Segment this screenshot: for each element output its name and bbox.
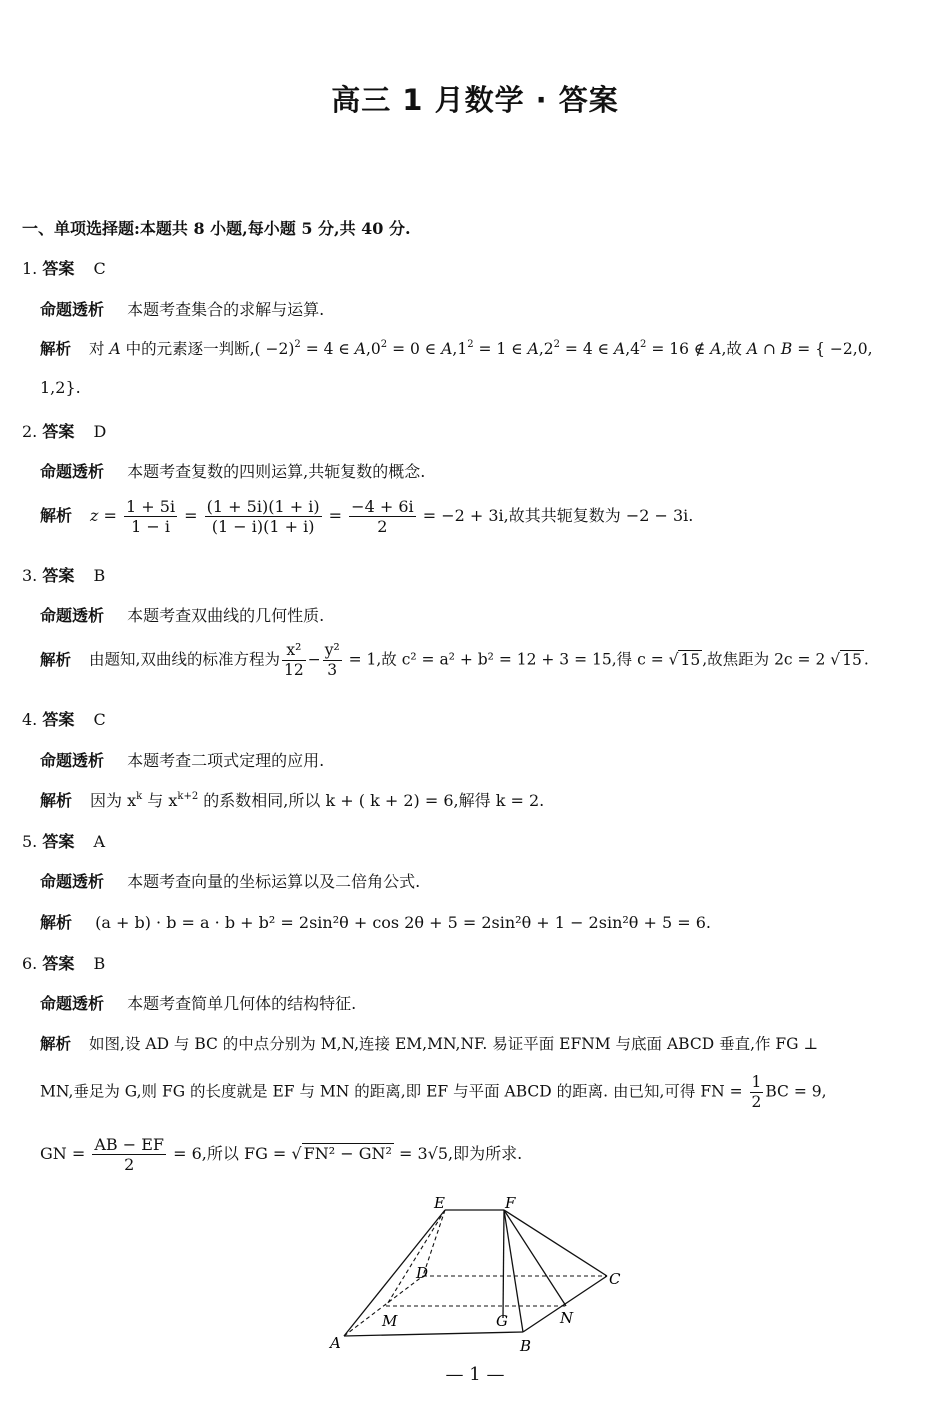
analysis-label: 解析	[40, 340, 72, 358]
q3-answer: B	[93, 566, 106, 585]
q6-answer-line: 6. 答案 B	[22, 954, 106, 973]
q1-purpose-line	[40, 297, 324, 320]
q1-answer-line	[22, 256, 106, 279]
page-title: 高三 1 月数学 · 答案	[331, 83, 619, 117]
q6-analysis-line3: GN = $\frac{AB - EF}{2}$ = 6,所以 FG = √ FN² − GN² = 3√5,即为所求.	[40, 1135, 523, 1174]
q1-answer: C	[93, 259, 106, 278]
q2-analysis-line: 解析 z = $\frac{1 + 5i}{1 - i}$ = $\frac{(1 + 5i)(1 + i)}{(1 - i)(1 + i)}$ = $\frac{-4 + 6i}{2}$ = −2 + 3i,故其共轭复数为 −2 − 3i.	[40, 497, 694, 536]
q5-purpose-line: 命题透析 本题考查向量的坐标运算以及二倍角公式.	[40, 872, 421, 891]
q1-analysis-line: 解析 对 A 中的元素逐一判断,( −2)$^2$ = 4 ∈ $A,0^2 = 0$ ∈ $A,1^2 = 1$ ∈ $A,2^2 = 4$ ∈ $A,4^2 = 16$ ∉ A,故 A ∩ B = { −2,0,	[40, 339, 873, 358]
q6-answer: B	[93, 954, 106, 973]
label-C: C	[609, 1270, 621, 1288]
q2-purpose-line: 命题透析 本题考查复数的四则运算,共轭复数的概念.	[40, 462, 426, 481]
q6-analysis-line2: MN,垂足为 G,则 FG 的长度就是 EF 与 MN 的距离,即 EF 与平面 ABCD 的距离. 由已知,可得 FN = $\frac{1}{2}$ BC = 9,	[40, 1073, 827, 1111]
label-E: E	[434, 1194, 445, 1212]
section-header: 一、单项选择题:本题共 8 小题,每小题 5 分,共 40 分.	[22, 219, 411, 238]
q4-answer-line: 4. 答案 C	[22, 710, 106, 729]
answer-label: 答案	[42, 259, 75, 278]
q5-answer-line: 5. 答案 A	[22, 832, 106, 851]
q3-answer-line: 3. 答案 B	[22, 566, 106, 585]
label-F: F	[505, 1194, 516, 1212]
purpose-label: 命题透析	[40, 300, 105, 319]
label-B: B	[520, 1337, 532, 1355]
page-number: — 1 —	[445, 1364, 505, 1385]
q5-purpose: 本题考查向量的坐标运算以及二倍角公式.	[127, 872, 421, 891]
label-N: N	[560, 1309, 574, 1327]
q5-analysis-line: 解析 (a + b) · b = a · b + b² = 2sin²θ + cos 2θ + 5 = 2sin²θ + 1 − 2sin²θ + 5 = 6.	[40, 913, 712, 932]
q4-purpose: 本题考查二项式定理的应用.	[127, 751, 325, 770]
q3-purpose-line: 命题透析 本题考查双曲线的几何性质.	[40, 606, 325, 625]
label-A: A	[330, 1334, 341, 1352]
q5-answer: A	[93, 832, 106, 851]
q6-purpose-line: 命题透析 本题考查简单几何体的结构特征.	[40, 994, 357, 1013]
q2-answer-line: 2. 答案 D	[22, 422, 107, 441]
q2-purpose: 本题考查复数的四则运算,共轭复数的概念.	[127, 462, 426, 481]
q6-analysis-line1: 解析 如图,设 AD 与 BC 的中点分别为 M,N,连接 EM,MN,NF. 易证平面 EFNM 与底面 ABCD 垂直,作 FG ⊥	[40, 1035, 819, 1053]
q3-analysis-line: 解析 由题知,双曲线的标准方程为 $\frac{\text{x²}}{12}$ − $\frac{\text{y²}}{3}$ = 1,故 c² = a² + b² = 12 + 3 = 15,得 c = √ 15 ,故焦距为 2c = 2 √ 15 .	[40, 641, 869, 679]
label-D: D	[416, 1264, 429, 1282]
q1-purpose: 本题考查集合的求解与运算.	[127, 300, 325, 319]
q4-analysis-line: 解析 因为 $x^k$ 与 $x^{k+2}$ 的系数相同,所以 k + ( k + 2) = 6,解得 k = 2.	[40, 791, 545, 810]
label-G: G	[496, 1312, 508, 1330]
q4-purpose-line: 命题透析 本题考查二项式定理的应用.	[40, 751, 325, 770]
answer-label: 答案	[42, 422, 75, 441]
q1-number: 1.	[22, 259, 38, 278]
frustum-figure	[320, 1188, 640, 1358]
q6-purpose: 本题考查简单几何体的结构特征.	[127, 994, 357, 1013]
q1-analysis-cont: 1,2}.	[40, 378, 81, 397]
label-M: M	[382, 1312, 398, 1330]
q2-answer: D	[93, 422, 107, 441]
q4-answer: C	[93, 710, 106, 729]
q3-purpose: 本题考查双曲线的几何性质.	[127, 606, 325, 625]
q5-analysis: (a + b) · b = a · b + b² = 2sin²θ + cos 2θ + 5 = 2sin²θ + 1 − 2sin²θ + 5 = 6.	[95, 913, 712, 932]
